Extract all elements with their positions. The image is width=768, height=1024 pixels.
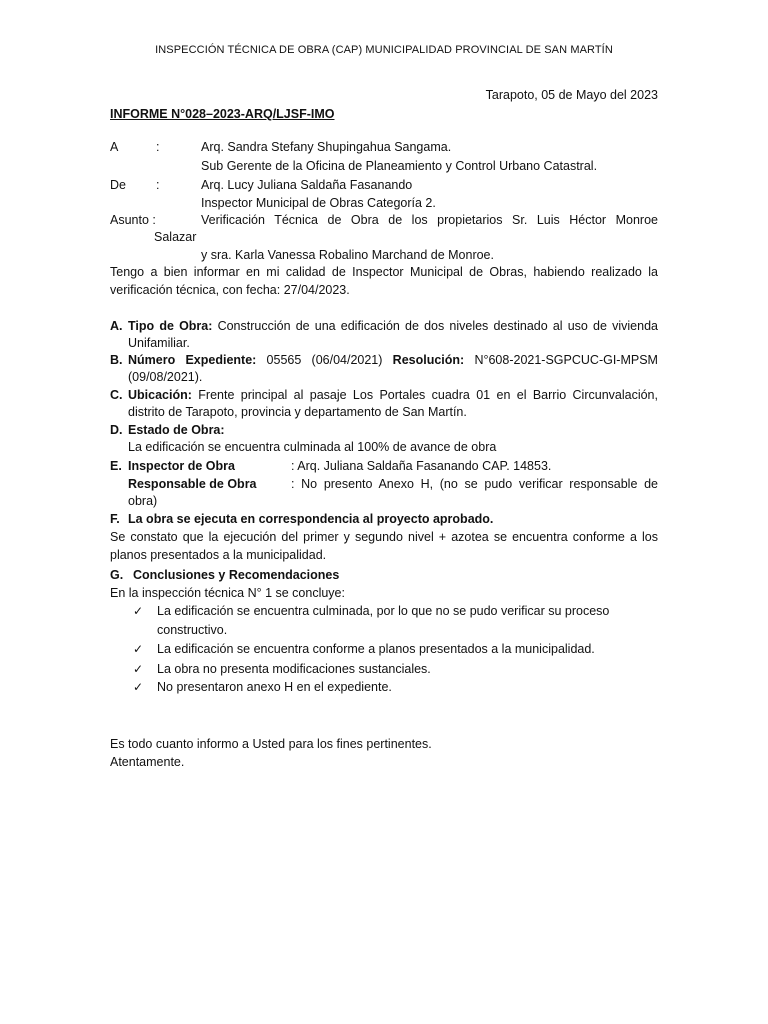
check-icon: ✓ xyxy=(133,680,144,694)
item-b-value-expediente: 05565 (06/04/2021) xyxy=(266,353,383,367)
conclusion-item-4: No presentaron anexo H en el expediente. xyxy=(157,680,392,694)
closing-line1: Es todo cuanto informo a Usted para los fines pertinentes. xyxy=(110,737,432,751)
check-icon: ✓ xyxy=(133,604,144,618)
check-icon: ✓ xyxy=(133,662,144,676)
subject-line2: y sra. Karla Vanessa Robalino Marchand de Monroe. xyxy=(201,248,494,262)
item-a-text: Construcción de una edificación de dos niveles destinado al uso de vivienda xyxy=(217,319,658,333)
document-header: INSPECCIÓN TÉCNICA DE OBRA (CAP) MUNICIPALIDAD PROVINCIAL DE SAN MARTÍN xyxy=(155,44,613,56)
item-c-marker: C. xyxy=(110,388,123,402)
item-e-value-responsable-continuation: obra) xyxy=(128,494,158,508)
item-f-marker: F. xyxy=(110,512,120,526)
closing-line2: Atentamente. xyxy=(110,755,185,769)
report-title: INFORME N°028–2023-ARQ/LJSF-IMO xyxy=(110,107,335,121)
item-e-label-responsable: Responsable de Obra xyxy=(128,477,257,491)
constato-line2: planos presentados a la municipalidad. xyxy=(110,548,327,562)
item-c-line1 xyxy=(128,387,658,404)
conclusion-item-1-continuation: constructivo. xyxy=(157,623,228,637)
sender-colon: : xyxy=(156,178,160,192)
item-c-text: Frente principal al pasaje Los Portales cuadra 01 en el Barrio Circunvalación, xyxy=(198,388,658,402)
subject-line1: Verificación Técnica de Obra de los propietarios Sr. Luis Héctor Monroe xyxy=(201,213,658,227)
item-b-marker: B. xyxy=(110,353,123,367)
recipient-position: Sub Gerente de la Oficina de Planeamiento y Control Urbano Catastral. xyxy=(201,159,598,173)
recipient-label: A xyxy=(110,140,119,154)
document-date: Tarapoto, 05 de Mayo del 2023 xyxy=(485,88,658,102)
constato-line1: Se constato que la ejecución del primer y segundo nivel + azotea se encuentra conforme a los xyxy=(110,530,658,544)
item-c-label: Ubicación: xyxy=(128,388,192,402)
conclusions-title: Conclusiones y Recomendaciones xyxy=(133,568,340,582)
item-d-marker: D. xyxy=(110,423,123,437)
intro-line2: verificación técnica, con fecha: 27/04/2023. xyxy=(110,283,350,297)
recipient-name: Arq. Sandra Stefany Shupingahua Sangama. xyxy=(201,140,452,154)
item-b-label-resolucion: Resolución: xyxy=(392,353,465,367)
item-e-marker: E. xyxy=(110,459,122,473)
recipient-colon: : xyxy=(156,140,160,154)
item-a-label: Tipo de Obra: xyxy=(128,319,213,333)
item-b-line1 xyxy=(128,352,658,369)
item-b-value-resolucion: N°608-2021-SGPCUC-GI-MPSM xyxy=(474,353,658,367)
subject-label: Asunto : xyxy=(110,213,156,227)
item-b-line2: (09/08/2021). xyxy=(128,370,203,384)
item-d-text: La edificación se encuentra culminada al 100% de avance de obra xyxy=(128,440,497,454)
sender-position: Inspector Municipal de Obras Categoría 2. xyxy=(201,196,436,210)
item-a-marker: A. xyxy=(110,319,123,333)
item-b-label-expediente: Número Expediente: xyxy=(128,353,257,367)
item-d-label: Estado de Obra: xyxy=(128,423,225,437)
item-a-line2: Unifamiliar. xyxy=(128,336,190,350)
check-icon: ✓ xyxy=(133,642,144,656)
item-e-value-responsable: : No presento Anexo H, (no se pudo verificar responsable de xyxy=(291,477,658,491)
item-a-line1 xyxy=(128,318,658,335)
conclusion-item-1: La edificación se encuentra culminada, por lo que no se pudo verificar su proceso xyxy=(157,604,610,618)
sender-label: De xyxy=(110,178,126,192)
item-c-line2: distrito de Tarapoto, provincia y departamento de San Martín. xyxy=(128,405,467,419)
conclusion-item-2: La edificación se encuentra conforme a planos presentados a la municipalidad. xyxy=(157,642,595,656)
conclusion-item-3: La obra no presenta modificaciones sustanciales. xyxy=(157,662,431,676)
conclusions-intro: En la inspección técnica N° 1 se concluye: xyxy=(110,586,345,600)
conclusions-marker: G. xyxy=(110,568,124,582)
item-e-value-inspector: : Arq. Juliana Saldaña Fasanando CAP. 14853. xyxy=(291,459,552,473)
intro-line1: Tengo a bien informar en mi calidad de Inspector Municipal de Obras, habiendo realizado la xyxy=(110,265,658,279)
item-e-label-inspector: Inspector de Obra xyxy=(128,459,235,473)
sender-name: Arq. Lucy Juliana Saldaña Fasanando xyxy=(201,178,413,192)
item-f-text: La obra se ejecuta en correspondencia al proyecto aprobado. xyxy=(128,512,494,526)
subject-line1-continuation: Salazar xyxy=(154,230,197,244)
